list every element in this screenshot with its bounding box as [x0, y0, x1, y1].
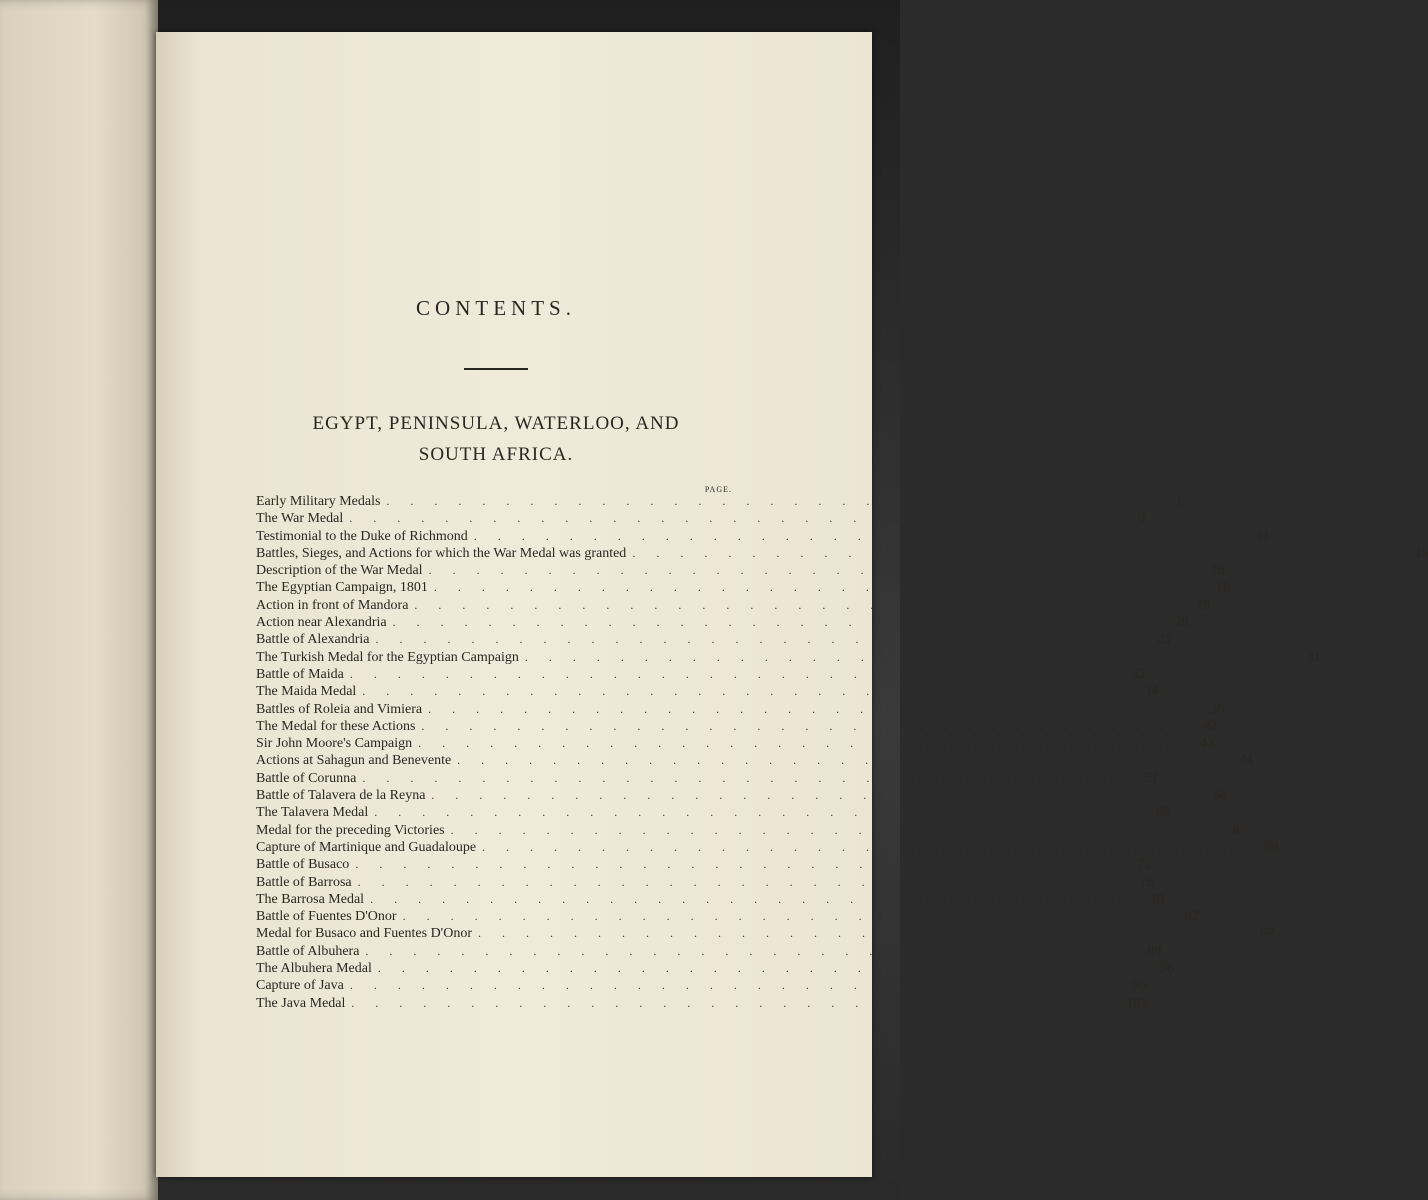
toc-entry [256, 770, 1159, 787]
toc-entry-title: Battle of Alexandria [256, 632, 370, 648]
toc-entry-title: Capture of Java [256, 978, 344, 994]
toc-entry-title: The Talavera Medal [256, 805, 369, 821]
dot-leader: . . . . . . . . . . . . . . . . . . . . . . . . . . . . . . . . [386, 494, 1143, 508]
toc-entry-page: 44 [1239, 753, 1254, 769]
toc-entry-page: 21 [1157, 632, 1172, 648]
toc-entry [256, 528, 1270, 545]
toc-entry [256, 804, 1171, 821]
toc-entry [256, 562, 1225, 579]
toc-entry [256, 960, 1174, 977]
toc-entry-title: Description of the War Medal [256, 563, 423, 579]
toc-entry-page: 81 [1152, 891, 1167, 907]
dot-leader: . . . . . . . . . . . . . . . . . . . . . . . . . . . . . . . . [355, 857, 1112, 872]
toc-entry-title: Action near Alexandria [256, 615, 387, 631]
toc-entry [256, 856, 1152, 873]
toc-entry-page: 58 [1213, 788, 1228, 804]
section-heading-line-1: EGYPT, PENINSULA, WATERLOO, AND [312, 413, 680, 434]
toc-entry-page: 96 [1159, 961, 1174, 977]
page-column-label: PAGE. [704, 485, 732, 494]
toc-entry-title: Battle of Maida [256, 666, 344, 682]
dot-leader: . . . . . . . . . . . . . . . . . . . . . . . . . . . . . . . . [632, 545, 1389, 560]
toc-entry-page: 32 [1131, 666, 1146, 682]
toc-entry-title: The Barrosa Medal [256, 891, 365, 907]
dot-leader: . . . . . . . . . . . . . . . . . . . . . . . . . . . . . . . . [377, 961, 1134, 976]
toc-entry-title: Battle of Talavera de la Reyna [256, 788, 426, 804]
toc-entry-page: 51 [1144, 770, 1159, 786]
toc-entry-title: Battle of Fuentes D'Onor [256, 909, 397, 925]
toc-entry [256, 839, 1279, 856]
toc-entry-page: 34 [1144, 684, 1159, 700]
toc-entry-title: The Egyptian Campaign, 1801 [256, 580, 428, 596]
dot-leader: . . . . . . . . . . . . . . . . . . . . . . . . . . . . . . . . [365, 943, 1122, 958]
toc-entry [256, 995, 1148, 1012]
toc-entry-page: 16 [1210, 563, 1225, 579]
section-heading-line-2: SOUTH AFRICA. [418, 444, 574, 465]
toc-entry [256, 822, 1247, 839]
dot-leader: . . . . . . . . . . . . . . . . . . . . . . . . . . . . . . . . [450, 822, 1207, 837]
toc-entry-page: 76 [1139, 874, 1154, 890]
dot-leader: . . . . . . . . . . . . . . . . . . . . . . . . . . . . . . . . [370, 891, 1127, 906]
toc-entry [256, 874, 1154, 891]
toc-entry [256, 631, 1172, 648]
toc-entry-title: Battles of Roleia and Vimiera [256, 701, 423, 717]
toc-entry [256, 908, 1199, 925]
toc-entry-page: 31 [1306, 649, 1321, 665]
dot-leader: . . . . . . . . . . . . . . . . . . . . . . . . . . . . . . . . [349, 666, 1106, 681]
toc-entry-title: The Java Medal [256, 995, 346, 1011]
dot-leader: . . . . . . . . . . . . . . . . . . . . . . . . . . . . . . . . [351, 995, 1108, 1010]
toc-entry-page: 11 [1256, 528, 1270, 544]
toc-entry-page: 19 [1196, 597, 1211, 613]
toc-entry-page: 67 [1232, 822, 1247, 838]
toc-entry-page: 82 [1184, 909, 1199, 925]
table-of-contents [256, 493, 1428, 1012]
dot-leader: . . . . . . . . . . . . . . . . . . . . . . . . . . . . . . . . [362, 684, 1119, 699]
toc-entry [256, 683, 1159, 700]
toc-entry-title: Battle of Albuhera [256, 943, 360, 959]
toc-entry [256, 614, 1189, 631]
toc-entry [256, 718, 1218, 735]
toc-entry-page: 16 [1215, 580, 1230, 596]
dot-leader: . . . . . . . . . . . . . . . . . . . . . . . . . . . . . . . . [357, 874, 1114, 889]
toc-entry-page: 9 [1138, 511, 1146, 527]
dot-leader: . . . . . . . . . . . . . . . . . . . . . . . . . . . . . . . . [431, 788, 1188, 803]
toc-entry-page: 20 [1174, 615, 1189, 631]
toc-entry [256, 597, 1211, 614]
dot-leader: . . . . . . . . . . . . . . . . . . . . . . . . . . . . . . . . [349, 511, 1106, 526]
dot-leader: . . . . . . . . . . . . . . . . . . . . . . . . . . . . . . . . [477, 926, 1234, 941]
dot-leader: . . . . . . . . . . . . . . . . . . . . . . . . . . . . . . . . [414, 597, 1171, 612]
toc-entry [256, 943, 1162, 960]
dot-leader: . . . . . . . . . . . . . . . . . . . . . . . . . . . . . . . . [457, 753, 1214, 768]
page-title: CONTENTS. [416, 296, 576, 320]
dot-leader: . . . . . . . . . . . . . . . . . . . . . . . . . . . . . . . . [392, 615, 1149, 630]
toc-entry-page: 66 [1156, 805, 1171, 821]
toc-entry [256, 735, 1215, 752]
toc-entry-page: 15 [1414, 545, 1428, 561]
toc-entry-title: Early Military Medals [256, 494, 381, 509]
toc-entry-page: 42 [1203, 718, 1218, 734]
toc-entry-title: Medal for Busaco and Fuentes D'Onor [256, 926, 472, 942]
toc-entry-page: 87 [1259, 926, 1274, 942]
toc-entry-page: 43 [1200, 736, 1215, 752]
title-divider [464, 368, 528, 370]
toc-entry-title: The Albuhera Medal [256, 961, 372, 977]
toc-entry [256, 579, 1230, 596]
toc-entry-page: 72 [1137, 857, 1152, 873]
toc-entry-title: Battle of Barrosa [256, 874, 352, 890]
toc-entry-page: 1 [1175, 494, 1183, 509]
dot-leader: . . . . . . . . . . . . . . . . . . . . . . . . . . . . . . . . [433, 580, 1190, 595]
toc-entry-title: The War Medal [256, 511, 344, 527]
toc-entry [256, 977, 1146, 994]
dot-leader: . . . . . . . . . . . . . . . . . . . . . . . . . . . . . . . . [375, 632, 1132, 647]
toc-entry-page: 36 [1210, 701, 1225, 717]
dot-leader: . . . . . . . . . . . . . . . . . . . . . . . . . . . . . . . . [473, 528, 1230, 543]
toc-entry-page: 101 [1126, 995, 1148, 1011]
toc-entry-title: Action in front of Mandora [256, 597, 409, 613]
toc-entry-page: 96 [1131, 978, 1146, 994]
dot-leader: . . . . . . . . . . . . . . . . . . . . . . . . . . . . . . . . [418, 736, 1175, 751]
toc-entry-title: Actions at Sahagun and Benevente [256, 753, 452, 769]
toc-entry [256, 752, 1254, 769]
toc-entry [256, 493, 1183, 510]
toc-entry-title: Battles, Sieges, and Actions for which the War Medal was granted [256, 545, 627, 561]
toc-entry-title: The Medal for these Actions [256, 718, 416, 734]
toc-entry-title: Capture of Martinique and Guadaloupe [256, 839, 477, 855]
toc-entry [256, 925, 1274, 942]
toc-entry [256, 649, 1321, 666]
toc-entry [256, 787, 1228, 804]
toc-entry-title: The Maida Medal [256, 684, 357, 700]
dot-leader: . . . . . . . . . . . . . . . . . . . . . . . . . . . . . . . . [402, 909, 1159, 924]
toc-entry [256, 701, 1225, 718]
toc-entry [256, 891, 1167, 908]
toc-entry-title: Battle of Busaco [256, 857, 350, 873]
toc-entry [256, 666, 1146, 683]
dot-leader: . . . . . . . . . . . . . . . . . . . . . . . . . . . . . . . . [428, 701, 1185, 716]
toc-entry-title: The Turkish Medal for the Egyptian Campaign [256, 649, 519, 665]
toc-entry-page: 69 [1264, 839, 1279, 855]
toc-entry-title: Testimonial to the Duke of Richmond [256, 528, 468, 544]
toc-entry-title: Battle of Corunna [256, 770, 357, 786]
left-page [0, 0, 158, 1200]
section-heading [276, 408, 716, 470]
dot-leader: . . . . . . . . . . . . . . . . . . . . . . . . . . . . . . . . [349, 978, 1106, 993]
dot-leader: . . . . . . . . . . . . . . . . . . . . . . . . . . . . . . . . [428, 563, 1185, 578]
toc-entry [256, 510, 1146, 527]
dot-leader: . . . . . . . . . . . . . . . . . . . . . . . . . . . . . . . . [421, 718, 1178, 733]
dot-leader: . . . . . . . . . . . . . . . . . . . . . . . . . . . . . . . . [524, 649, 1281, 664]
toc-entry-title: Sir John Moore's Campaign [256, 736, 413, 752]
toc-entry-page: 89 [1147, 943, 1162, 959]
toc-entry-title: Medal for the preceding Victories [256, 822, 445, 838]
toc-entry [256, 545, 1428, 562]
dot-leader: . . . . . . . . . . . . . . . . . . . . . . . . . . . . . . . . [362, 770, 1119, 785]
dot-leader: . . . . . . . . . . . . . . . . . . . . . . . . . . . . . . . . [374, 805, 1131, 820]
dot-leader: . . . . . . . . . . . . . . . . . . . . . . . . . . . . . . . . [482, 839, 1239, 854]
